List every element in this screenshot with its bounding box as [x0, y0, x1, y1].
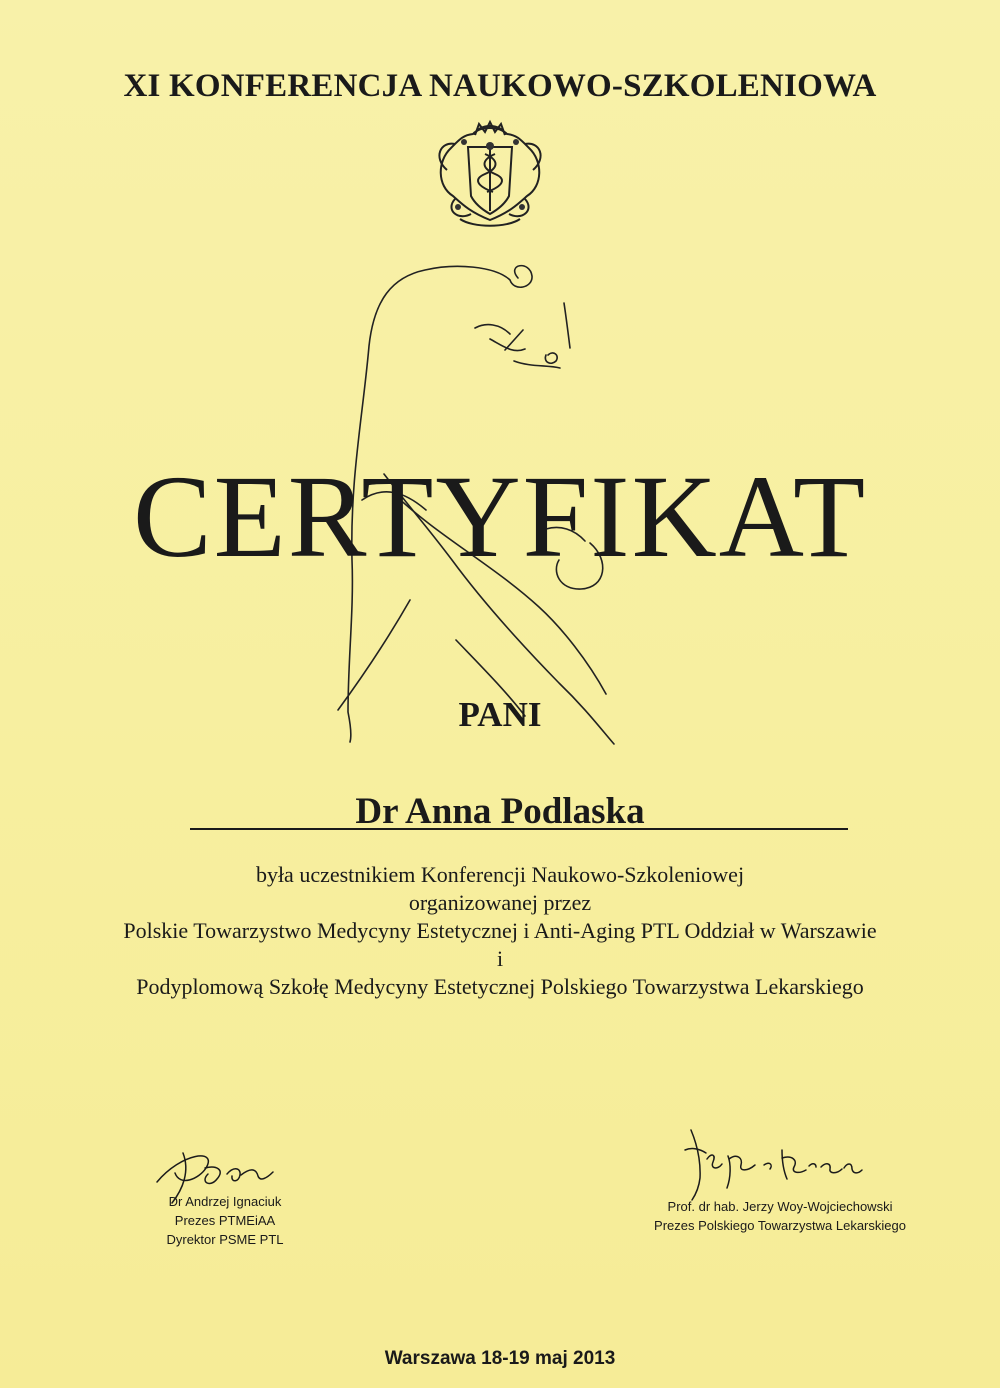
date-place-footer: Warszawa 18-19 maj 2013 [384, 1348, 616, 1369]
body-line-1: była uczestnikiem Konferencji Naukowo-Szkoleniowej [255, 862, 745, 887]
salutation: PANI [458, 695, 542, 734]
right-signatory-role-1: Prezes Polskiego Towarzystwa Lekarskiego [654, 1218, 906, 1233]
left-signatory [150, 1192, 300, 1249]
body-line-5: Podyplomową Szkołę Medycyny Estetycznej Polskiego Towarzystwa Lekarskiego [136, 974, 864, 999]
body-line-2: organizowanej przez [408, 890, 592, 915]
left-signatory-role-1: Prezes PTMEiAA [174, 1213, 276, 1228]
caduceus-crest-icon [425, 118, 555, 230]
right-signatory [615, 1197, 945, 1235]
body-line-4: i [496, 946, 504, 971]
recipient-name: Dr Anna Podlaska [355, 791, 645, 832]
left-signatory-role-2: Dyrektor PSME PTL [166, 1232, 284, 1247]
right-signature [676, 1122, 866, 1204]
conference-title: XI KONFERENCJA NAUKOWO-SZKOLENIOWA [123, 68, 877, 104]
right-signatory-name: Prof. dr hab. Jerzy Woy-Wojciechowski [667, 1199, 893, 1214]
name-underline [190, 828, 848, 830]
left-signatory-name: Dr Andrzej Ignaciuk [168, 1194, 282, 1209]
body-line-3: Polskie Towarzystwo Medycyny Estetycznej i Anti-Aging PTL Oddział w Warszawie [123, 918, 877, 943]
certificate-title: CERTYFIKAT [132, 451, 868, 582]
